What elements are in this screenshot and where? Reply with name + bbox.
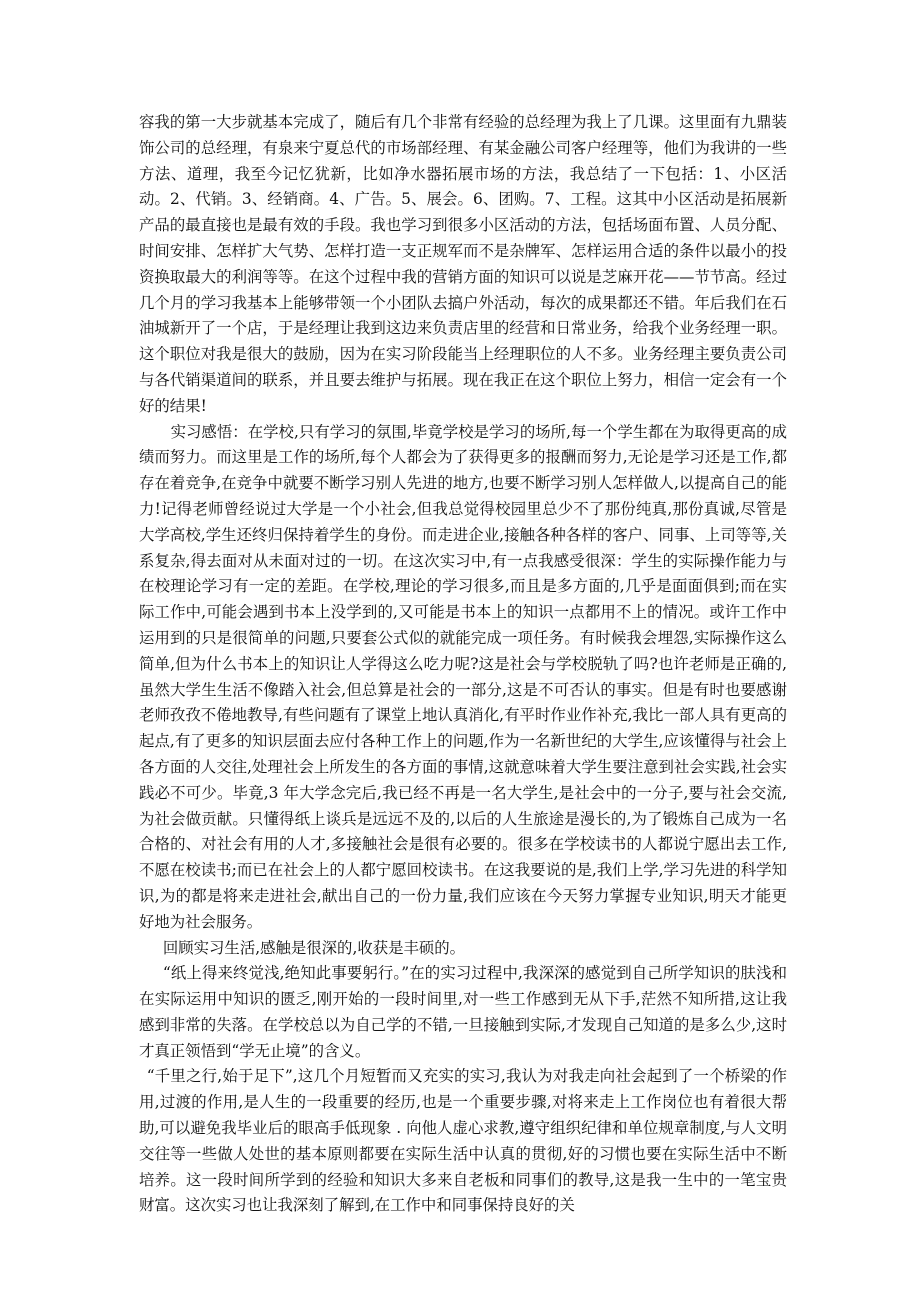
document-page bbox=[139, 110, 787, 1219]
paragraph-theory-practice: “纸上得来终觉浅,绝知此事要躬行。”在的实习过程中,我深深的感觉到自己所学知识的肤浅和在实际运用中知识的匮乏,刚开始的一段时间里,对一些工作感到无从下手,茫然不知所措,这让我感到非常的失落。在学校总以为自己学的不错,一旦接触到实际,才发现自己知道的是多么少,这时才真正领悟到“学无止境”的含义。 bbox=[139, 964, 787, 1060]
paragraph-review: 回顾实习生活,感触是很深的,收获是丰硕的。 bbox=[162, 938, 466, 957]
paragraph-journey-begins: “千里之行,始于足下”,这几个月短暂而又充实的实习,我认为对我走向社会起到了一个桥梁的作用,过渡的作用,是人生的一段重要的经历,也是一个重要步骤,对将来走上工作岗位也有着很大帮助,可以避免我毕业后的眼高手低现象 . 向他人虚心求教,遵守组织纪律和单位规章制度,与人文明交往等一些做人处世的基本原则都要在实际生活中认真的贯彻,好的习惯也要在实际生活中不断培养。这一段时间所学到的经验和知识大多来自老板和同事们的教导,这是我一生中的一笔宝贵财富。这次实习也让我深刻了解到,在工作中和同事保持良好的关 bbox=[139, 1067, 787, 1215]
paragraph-sales-experience: 容我的第一大步就基本完成了，随后有几个非常有经验的总经理为我上了几课。这里面有九鼎装饰公司的总经理，有泉来宁夏总代的市场部经理、有某金融公司客户经理等，他们为我讲的一些方法、道理，我至今记忆犹新，比如净水器拓展市场的方法，我总结了一下包括：1、小区活动。2、代销。3、经销商。4、广告。5、展会。6、团购。7、工程。这其中小区活动是拓展新产品的最直接也是最有效的手段。我也学习到很多小区活动的方法，包括场面布置、人员分配、时间安排、怎样扩大气势、怎样打造一支正规军而不是杂牌军、怎样运用合适的条件以最小的投资换取最大的利润等等。在这个过程中我的营销方面的知识可以说是芝麻开花——节节高。经过几个月的学习我基本上能够带领一个小团队去搞户外活动，每次的成果都还不错。年后我们在石油城新开了一个店，于是经理让我到这边来负责店里的经营和日常业务，给我个业务经理一职。这个职位对我是很大的鼓励，因为在实习阶段能当上经理职位的人不多。业务经理主要负责公司与各代销渠道间的联系，并且要去维护与拓展。现在我正在这个职位上努力，相信一定会有一个好的结果! bbox=[139, 113, 787, 415]
paragraph-internship-reflection: 实习感悟：在学校,只有学习的氛围,毕竟学校是学习的场所,每一个学生都在为取得更高的成绩而努力。而这里是工作的场所,每个人都会为了获得更多的报酬而努力,无论是学习还是工作,都存在着竞争,在竞争中就要不断学习别人先进的地方,也要不断学习别人怎样做人,以提高自己的能力!记得老师曾经说过大学是一个小社会,但我总觉得校园里总少不了那份纯真,那份真诚,尽管是大学高校,学生还终归保持着学生的身份。而走进企业,接触各种各样的客户、同事、上司等等,关系复杂,得去面对从未面对过的一切。在这次实习中,有一点我感受很深：学生的实际操作能力与在校理论学习有一定的差距。在学校,理论的学习很多,而且是多方面的,几乎是面面俱到;而在实际工作中,可能会遇到书本上没学到的,又可能是书本上的知识一点都用不上的情况。或许工作中运用到的只是很简单的问题,只要套公式似的就能完成一项任务。有时候我会埋怨,实际操作这么简单,但为什么书本上的知识让人学得这么吃力呢?这是社会与学校脱轨了吗?也许老师是正确的,虽然大学生生活不像踏入社会,但总算是社会的一部分,这是不可否认的事实。但是有时也要感谢老师孜孜不倦地教导,有些问题有了课堂上地认真消化,有平时作业作补充,我比一部人具有更高的起点,有了更多的知识层面去应付各种工作上的问题,作为一名新世纪的大学生,应该懂得与社会上各方面的人交往,处理社会上所发生的各方面的事情,这就意味着大学生要注意到社会实践,社会实践必不可少。毕竟,3 年大学念完后,我已经不再是一名大学生,是社会中的一分子,要与社会交流,为社会做贡献。只懂得纸上谈兵是远远不及的,以后的人生旅途是漫长的,为了锻炼自己成为一名合格的、对社会有用的人才,多接触社会是很有必要的。很多在学校读书的人都说宁愿出去工作,不愿在校读书;而已在社会上的人都宁愿回校读书。在这我要说的是,我们上学,学习先进的科学知识,为的都是将来走进社会,献出自己的一份力量,我们应该在今天努力掌握专业知识,明天才能更好地为社会服务。 bbox=[139, 422, 787, 931]
